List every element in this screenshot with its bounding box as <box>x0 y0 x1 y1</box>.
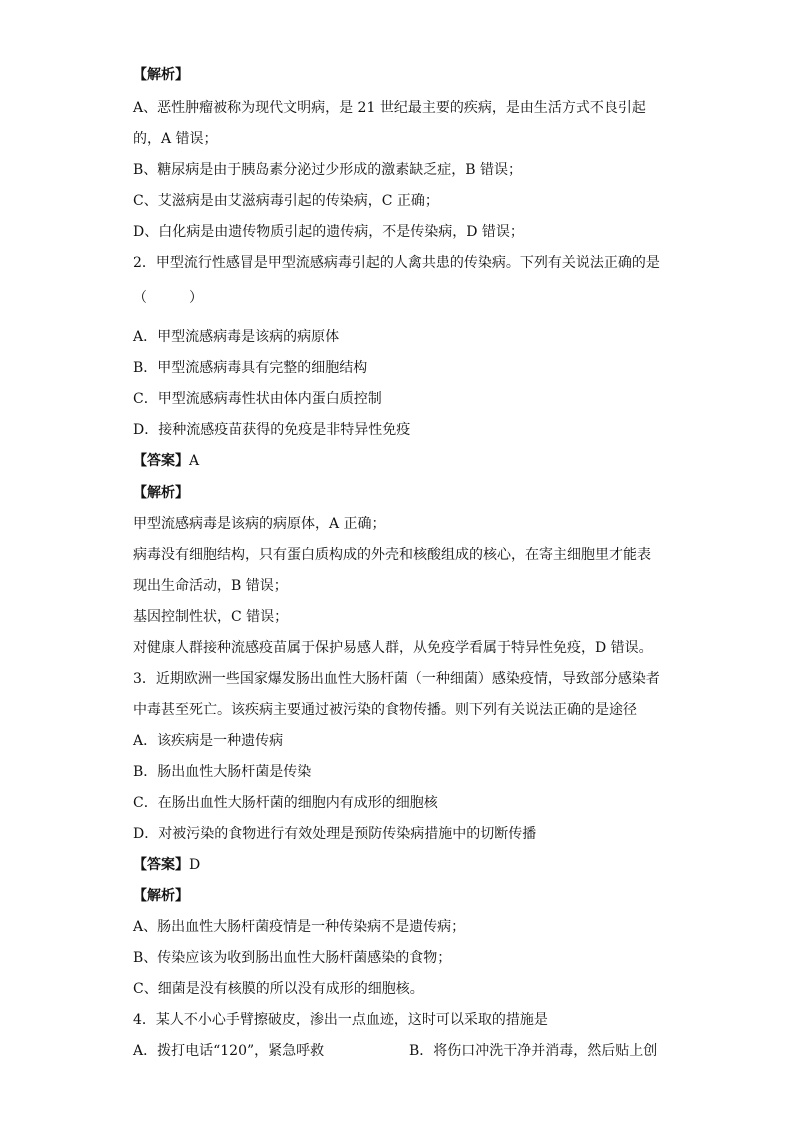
answer-label: 【答案】 <box>133 857 189 873</box>
text-line: C．在肠出血性大肠杆菌的细胞内有成形的细胞核 <box>133 795 438 811</box>
text-line: A、恶性肿瘤被称为现代文明病，是 21 世纪最主要的疾病，是由生活方式不良引起 <box>133 100 646 116</box>
text-line: 基因控制性状，C 错误； <box>133 609 289 625</box>
text-line: C、艾滋病是由艾滋病毒引起的传染病，C 正确； <box>133 193 439 209</box>
text-line: 4．某人不小心手臂擦破皮，渗出一点血迹，这时可以采取的措施是 <box>133 1012 548 1028</box>
answer-label: 【答案】 <box>133 453 189 469</box>
section-heading: 【解析】 <box>133 485 189 501</box>
text-line: B、糖尿病是由于胰岛素分泌过少形成的激素缺乏症，B 错误； <box>133 162 523 178</box>
text-line: 对健康人群接种流感疫苗属于保护易感人群，从免疫学看属于特异性免疫，D 错误。 <box>133 640 653 656</box>
text-line: 现出生命活动，B 错误； <box>133 578 288 594</box>
text-line: D．接种流感疫苗获得的免疫是非特异性免疫 <box>133 422 411 438</box>
text-line: （ ） <box>133 290 203 306</box>
text-line <box>133 451 673 471</box>
answer-value: A <box>189 453 200 469</box>
text-line: B．肠出血性大肠杆菌是传染 <box>133 764 312 780</box>
text-line: A．该疾病是一种遗传病 <box>133 733 284 749</box>
answer-value: D <box>189 857 201 873</box>
text-line <box>133 1041 673 1061</box>
text-line: 3．近期欧洲一些国家爆发肠出血性大肠杆菌（一种细菌）感染疫情，导致部分感染者 <box>133 671 660 687</box>
text-line: 中毒甚至死亡。该疾病主要通过被污染的食物传播。则下列有关说法正确的是途径 <box>133 702 637 718</box>
section-heading: 【解析】 <box>133 67 189 83</box>
text-line: C．甲型流感病毒性状由体内蛋白质控制 <box>133 391 382 407</box>
text-line: 甲型流感病毒是该病的病原体，A 正确； <box>133 516 386 532</box>
text-line: B、传染应该为收到肠出血性大肠杆菌感染的食物； <box>133 950 452 966</box>
text-line: 的，A 错误； <box>133 131 218 147</box>
text-line: 2．甲型流行性感冒是甲型流感病毒引起的人禽共患的传染病。下列有关说法正确的是 <box>133 255 660 271</box>
section-heading: 【解析】 <box>133 888 189 904</box>
option-b: B．将伤口冲洗干净并消毒，然后贴上创 <box>409 1043 658 1059</box>
text-line: A．甲型流感病毒是该病的病原体 <box>133 329 340 345</box>
text-line: A、肠出血性大肠杆菌疫情是一种传染病不是遗传病； <box>133 919 466 935</box>
text-line <box>133 855 673 875</box>
text-line: D．对被污染的食物进行有效处理是预防传染病措施中的切断传播 <box>133 826 537 842</box>
text-line: C、细菌是没有核膜的所以没有成形的细胞核。 <box>133 981 424 997</box>
text-line: 病毒没有细胞结构，只有蛋白质构成的外壳和核酸组成的核心，在寄主细胞里才能表 <box>133 547 651 563</box>
option-a: A．拨打电话“120”，紧急呼救 <box>133 1043 325 1059</box>
text-line: D、白化病是由遗传物质引起的遗传病，不是传染病，D 错误； <box>133 224 524 240</box>
text-line: B．甲型流感病毒具有完整的细胞结构 <box>133 360 368 376</box>
